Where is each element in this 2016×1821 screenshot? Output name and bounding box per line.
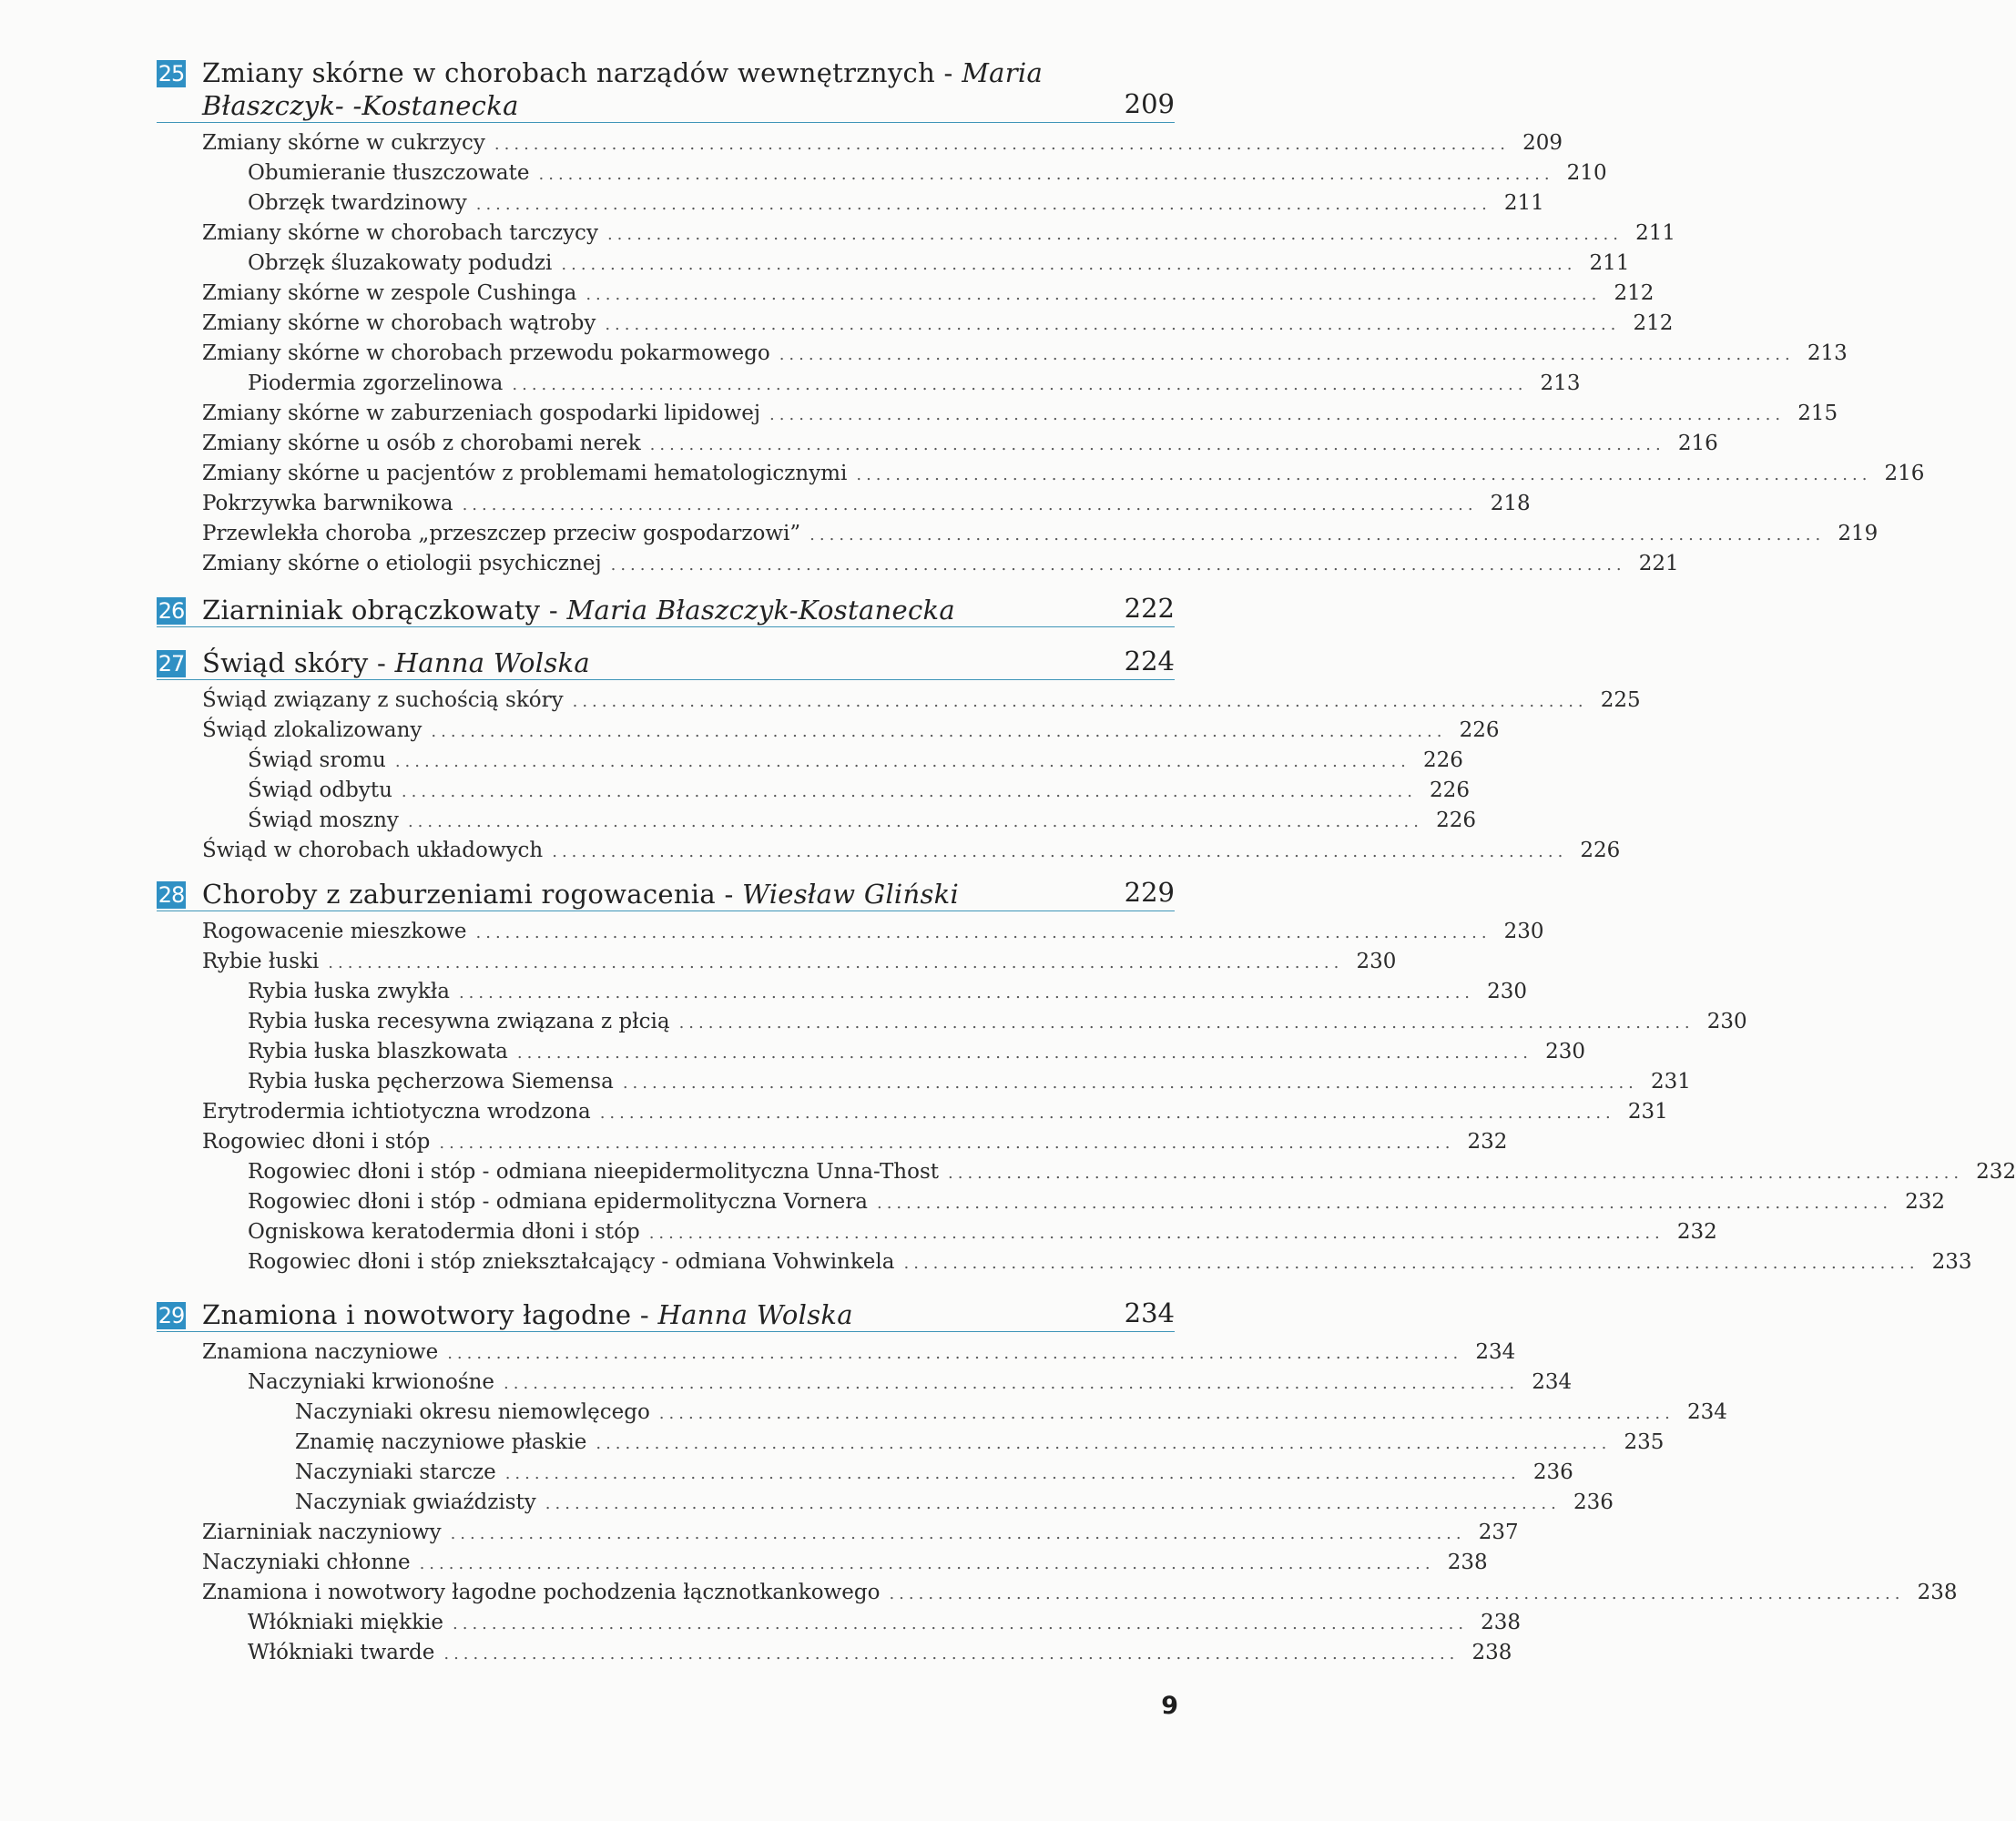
entry-list bbox=[157, 128, 1925, 579]
entry-page: 232 bbox=[1676, 1220, 1717, 1244]
entry-page: 230 bbox=[1487, 980, 1528, 1003]
toc-entry bbox=[157, 249, 1630, 279]
dot-leader: ........................................................................................................ bbox=[504, 1374, 1520, 1393]
dot-leader: ........................................................................................................ bbox=[809, 525, 1826, 544]
dot-leader: ........................................................................................................ bbox=[512, 375, 1528, 394]
dot-leader: ........................................................................................................ bbox=[458, 983, 1475, 1002]
toc-entry bbox=[157, 1428, 1665, 1458]
entry-page: 231 bbox=[1650, 1070, 1691, 1094]
chapter-author: Maria Błaszczyk-Kostanecka bbox=[566, 595, 955, 626]
entry-label: Rybia łuska pęcherzowa Siemensa bbox=[248, 1070, 614, 1094]
chapter-author: Maria Błaszczyk- -Kostanecka bbox=[202, 57, 1044, 121]
entry-page: 230 bbox=[1545, 1040, 1585, 1063]
entry-page: 230 bbox=[1706, 1010, 1747, 1033]
entry-page: 226 bbox=[1430, 778, 1470, 802]
chapter-26 bbox=[157, 594, 1175, 627]
entry-page: 236 bbox=[1532, 1460, 1573, 1484]
entry-label: Rogowiec dłoni i stóp - odmiana nieepidermolityczna Unna-Thost bbox=[248, 1160, 940, 1184]
entry-label: Obrzęk śluzakowaty podudzi bbox=[248, 251, 553, 275]
dot-leader: ........................................................................................................ bbox=[538, 165, 1554, 184]
chapter-author: Hanna Wolska bbox=[657, 1299, 853, 1330]
chapter-number-badge: 29 bbox=[158, 1303, 185, 1328]
chapter-title-text: Ziarniniak obrączkowaty - bbox=[202, 595, 567, 626]
dot-leader: ........................................................................................................ bbox=[948, 1164, 1964, 1183]
toc-entry bbox=[157, 1007, 1747, 1037]
entry-page: 211 bbox=[1635, 221, 1675, 245]
entry-page: 237 bbox=[1478, 1521, 1519, 1544]
entry-page: 216 bbox=[1677, 432, 1718, 455]
dot-leader: ........................................................................................................ bbox=[856, 465, 1872, 484]
entry-label: Rybia łuska zwykła bbox=[248, 980, 450, 1003]
entry-page: 216 bbox=[1884, 462, 1925, 485]
entry-page: 218 bbox=[1490, 492, 1531, 515]
chapter-25 bbox=[157, 56, 1925, 579]
toc-entry bbox=[157, 309, 1674, 339]
entry-label: Zmiany skórne w zespole Cushinga bbox=[202, 281, 577, 305]
entry-label: Włókniaki miękkie bbox=[248, 1611, 443, 1634]
toc-entry bbox=[157, 219, 1675, 249]
toc-entry bbox=[157, 369, 1581, 399]
dot-leader: ........................................................................................................ bbox=[401, 782, 1417, 801]
toc-entry bbox=[157, 519, 1879, 549]
entry-page: 225 bbox=[1600, 688, 1641, 712]
entry-label: Świąd sromu bbox=[248, 748, 386, 772]
entry-list bbox=[157, 686, 1641, 866]
dot-leader: ........................................................................................................ bbox=[648, 1224, 1665, 1243]
chapter-heading bbox=[157, 1298, 1175, 1332]
chapter-title bbox=[202, 56, 1175, 122]
chapter-title-text: Świąd skóry - bbox=[202, 647, 395, 678]
toc-entry bbox=[157, 1338, 1516, 1368]
entry-page: 212 bbox=[1614, 281, 1655, 305]
toc-entry bbox=[157, 128, 1563, 158]
entry-page: 234 bbox=[1532, 1370, 1573, 1394]
chapter-number-badge: 26 bbox=[158, 598, 185, 624]
toc-entry bbox=[157, 489, 1531, 519]
dot-leader: ........................................................................................................ bbox=[475, 923, 1492, 942]
entry-label: Znamiona naczyniowe bbox=[202, 1340, 439, 1364]
toc-entry bbox=[157, 1548, 1488, 1578]
toc-entry bbox=[157, 776, 1470, 806]
entry-label: Pokrzywka barwnikowa bbox=[202, 492, 453, 515]
entry-label: Rybia łuska recesywna związana z płcią bbox=[248, 1010, 670, 1033]
entry-label: Erytrodermia ichtiotyczna wrodzona bbox=[202, 1100, 591, 1124]
dot-leader: ........................................................................................................ bbox=[552, 842, 1568, 861]
toc-entry bbox=[157, 429, 1718, 459]
toc-entry bbox=[157, 459, 1925, 489]
entry-label: Świąd odbytu bbox=[248, 778, 392, 802]
entry-page: 226 bbox=[1580, 839, 1621, 862]
entry-page: 232 bbox=[1976, 1160, 2016, 1184]
toc-entry bbox=[157, 1488, 1614, 1518]
toc-entry bbox=[157, 1037, 1585, 1067]
entry-label: Naczyniaki okresu niemowlęcego bbox=[295, 1400, 650, 1424]
chapter-page-number: 224 bbox=[1124, 646, 1175, 677]
toc-entry bbox=[157, 1187, 1946, 1217]
toc-entry bbox=[157, 716, 1500, 746]
dot-leader: ........................................................................................................ bbox=[407, 812, 1423, 831]
chapter-27 bbox=[157, 646, 1641, 866]
toc-entry bbox=[157, 1398, 1727, 1428]
entry-label: Przewlekła choroba „przeszczep przeciw gospodarzowi” bbox=[202, 522, 801, 545]
entry-label: Rogowacenie mieszkowe bbox=[202, 920, 467, 943]
toc-entry bbox=[157, 686, 1641, 716]
dot-leader: ........................................................................................................ bbox=[903, 1254, 1919, 1273]
dot-leader: ........................................................................................................ bbox=[450, 1524, 1466, 1543]
toc-entry bbox=[157, 549, 1679, 579]
chapter-page-number: 209 bbox=[1124, 88, 1175, 119]
entry-label: Ziarniniak naczyniowy bbox=[202, 1521, 442, 1544]
entry-label: Zmiany skórne w zaburzeniach gospodarki lipidowej bbox=[202, 402, 761, 425]
entry-label: Zmiany skórne w cukrzycy bbox=[202, 131, 485, 155]
toc-entry bbox=[157, 836, 1621, 866]
entry-label: Zmiany skórne u osób z chorobami nerek bbox=[202, 432, 641, 455]
toc-entry bbox=[157, 1368, 1573, 1398]
dot-leader: ........................................................................................................ bbox=[494, 135, 1510, 154]
dot-leader: ........................................................................................................ bbox=[453, 1614, 1469, 1633]
entry-label: Rogowiec dłoni i stóp bbox=[202, 1130, 431, 1154]
chapter-title-text: Zmiany skórne w chorobach narządów wewnętrznych - bbox=[202, 57, 962, 88]
dot-leader: ........................................................................................................ bbox=[649, 435, 1665, 454]
entry-label: Znamiona i nowotwory łagodne pochodzenia łącznotkankowego bbox=[202, 1581, 881, 1604]
entry-page: 232 bbox=[1905, 1190, 1946, 1214]
entry-label: Rogowiec dłoni i stóp zniekształcający - odmiana Vohwinkela bbox=[248, 1250, 895, 1274]
entry-label: Naczyniaki krwionośne bbox=[248, 1370, 495, 1394]
dot-leader: ........................................................................................................ bbox=[585, 285, 1602, 304]
entry-label: Zmiany skórne u pacjentów z problemami hematologicznymi bbox=[202, 462, 848, 485]
chapter-page-number: 222 bbox=[1124, 593, 1175, 624]
dot-leader: ........................................................................................................ bbox=[447, 1344, 1463, 1363]
entry-label: Zmiany skórne w chorobach wątroby bbox=[202, 311, 596, 335]
entry-label: Obrzęk twardzinowy bbox=[248, 191, 467, 215]
dot-leader: ........................................................................................................ bbox=[516, 1043, 1532, 1063]
dot-leader: ........................................................................................................ bbox=[889, 1584, 1905, 1603]
chapter-number-badge: 27 bbox=[158, 651, 185, 677]
dot-leader: ........................................................................................................ bbox=[769, 405, 1786, 424]
dot-leader: ........................................................................................................ bbox=[605, 315, 1621, 334]
entry-page: 236 bbox=[1573, 1490, 1614, 1514]
dot-leader: ........................................................................................................ bbox=[599, 1104, 1615, 1123]
entry-page: 209 bbox=[1522, 131, 1563, 155]
entry-label: Świąd związany z suchością skóry bbox=[202, 688, 564, 712]
entry-label: Znamię naczyniowe płaskie bbox=[295, 1430, 587, 1454]
chapter-page-number: 229 bbox=[1124, 877, 1175, 908]
entry-page: 213 bbox=[1807, 341, 1848, 365]
chapter-title bbox=[202, 878, 1175, 910]
toc-entry bbox=[157, 1247, 1972, 1277]
chapter-title bbox=[202, 1298, 1175, 1331]
chapter-heading bbox=[157, 56, 1175, 123]
dot-leader: ........................................................................................................ bbox=[419, 1554, 1435, 1573]
entry-page: 215 bbox=[1797, 402, 1838, 425]
entry-label: Rybia łuska blaszkowata bbox=[248, 1040, 508, 1063]
entry-page: 238 bbox=[1471, 1641, 1512, 1664]
toc-entry bbox=[157, 1638, 1512, 1668]
entry-label: Zmiany skórne w chorobach tarczycy bbox=[202, 221, 598, 245]
chapter-author: Hanna Wolska bbox=[394, 647, 591, 678]
entry-page: 230 bbox=[1503, 920, 1544, 943]
dot-leader: ........................................................................................................ bbox=[606, 225, 1623, 244]
toc-entry bbox=[157, 188, 1544, 219]
toc-entry bbox=[157, 1458, 1573, 1488]
entry-page: 238 bbox=[1481, 1611, 1522, 1634]
toc-entry bbox=[157, 1067, 1691, 1097]
entry-page: 234 bbox=[1686, 1400, 1727, 1424]
dot-leader: ........................................................................................................ bbox=[876, 1194, 1893, 1213]
dot-leader: ........................................................................................................ bbox=[475, 195, 1492, 214]
dot-leader: ........................................................................................................ bbox=[610, 555, 1626, 575]
dot-leader: ........................................................................................................ bbox=[439, 1134, 1455, 1153]
toc-entry bbox=[157, 1217, 1717, 1247]
entry-page: 212 bbox=[1633, 311, 1674, 335]
chapter-number-badge: 28 bbox=[158, 882, 185, 908]
dot-leader: ........................................................................................................ bbox=[561, 255, 1577, 274]
toc-entry bbox=[157, 339, 1848, 369]
entry-page: 226 bbox=[1436, 809, 1476, 832]
entry-page: 211 bbox=[1589, 251, 1630, 275]
dot-leader: ........................................................................................................ bbox=[504, 1464, 1521, 1483]
toc-entry bbox=[157, 947, 1397, 977]
toc-entry bbox=[157, 1518, 1519, 1548]
toc-entry bbox=[157, 1157, 2016, 1187]
chapter-number-badge: 25 bbox=[158, 61, 185, 86]
entry-list bbox=[157, 917, 2016, 1277]
page-number: 9 bbox=[1161, 1692, 1178, 1720]
toc-entry bbox=[157, 746, 1463, 776]
toc-entry bbox=[157, 1608, 1522, 1638]
entry-label: Świąd zlokalizowany bbox=[202, 718, 423, 742]
chapter-title bbox=[202, 594, 1175, 626]
toc-entry bbox=[157, 917, 1544, 947]
chapter-title-text: Znamiona i nowotwory łagodne - bbox=[202, 1299, 658, 1330]
dot-leader: ........................................................................................................ bbox=[462, 495, 1478, 514]
entry-label: Naczyniaki starcze bbox=[295, 1460, 496, 1484]
entry-page: 238 bbox=[1447, 1551, 1488, 1574]
entry-label: Rybie łuski bbox=[202, 950, 320, 973]
chapter-page-number: 234 bbox=[1124, 1297, 1175, 1328]
toc-entry bbox=[157, 1127, 1508, 1157]
toc-entry bbox=[157, 806, 1476, 836]
entry-label: Ogniskowa keratodermia dłoni i stóp bbox=[248, 1220, 640, 1244]
entry-page: 230 bbox=[1356, 950, 1397, 973]
entry-label: Naczyniaki chłonne bbox=[202, 1551, 411, 1574]
dot-leader: ........................................................................................................ bbox=[779, 345, 1795, 364]
entry-page: 213 bbox=[1540, 371, 1581, 395]
toc-entry bbox=[157, 279, 1655, 309]
chapter-title bbox=[202, 646, 1175, 679]
entry-label: Zmiany skórne w chorobach przewodu pokarmowego bbox=[202, 341, 770, 365]
entry-page: 232 bbox=[1467, 1130, 1508, 1154]
entry-label: Piodermia zgorzelinowa bbox=[248, 371, 504, 395]
entry-label: Naczyniak gwiaździsty bbox=[295, 1490, 536, 1514]
dot-leader: ........................................................................................................ bbox=[572, 692, 1588, 711]
entry-page: 238 bbox=[1917, 1581, 1958, 1604]
chapter-heading bbox=[157, 646, 1175, 680]
dot-leader: ........................................................................................................ bbox=[394, 752, 1410, 771]
entry-page: 231 bbox=[1627, 1100, 1668, 1124]
entry-page: 219 bbox=[1838, 522, 1879, 545]
toc-entry bbox=[157, 1097, 1668, 1127]
dot-leader: ........................................................................................................ bbox=[328, 953, 1344, 972]
entry-label: Świąd moszny bbox=[248, 809, 399, 832]
dot-leader: ........................................................................................................ bbox=[431, 722, 1447, 741]
dot-leader: ........................................................................................................ bbox=[443, 1644, 1460, 1663]
entry-label: Świąd w chorobach układowych bbox=[202, 839, 544, 862]
chapter-29 bbox=[157, 1297, 1958, 1668]
entry-page: 211 bbox=[1503, 191, 1544, 215]
entry-label: Obumieranie tłuszczowate bbox=[248, 161, 530, 185]
entry-label: Rogowiec dłoni i stóp - odmiana epidermolityczna Vornera bbox=[248, 1190, 868, 1214]
entry-page: 226 bbox=[1459, 718, 1500, 742]
toc-entry bbox=[157, 399, 1838, 429]
chapter-28 bbox=[157, 877, 2016, 1277]
dot-leader: ........................................................................................................ bbox=[622, 1073, 1638, 1093]
chapter-title-text: Choroby z zaburzeniami rogowacenia - bbox=[202, 879, 743, 910]
dot-leader: ........................................................................................................ bbox=[678, 1013, 1695, 1033]
dot-leader: ........................................................................................................ bbox=[545, 1494, 1561, 1513]
toc-entry bbox=[157, 158, 1607, 188]
entry-list bbox=[157, 1338, 1958, 1668]
chapter-heading bbox=[157, 594, 1175, 627]
entry-page: 235 bbox=[1624, 1430, 1665, 1454]
entry-page: 221 bbox=[1638, 552, 1679, 575]
entry-page: 234 bbox=[1475, 1340, 1516, 1364]
toc-entry bbox=[157, 1578, 1958, 1608]
entry-page: 226 bbox=[1422, 748, 1463, 772]
entry-label: Zmiany skórne o etiologii psychicznej bbox=[202, 552, 602, 575]
toc-entry bbox=[157, 977, 1528, 1007]
entry-page: 210 bbox=[1566, 161, 1607, 185]
entry-page: 233 bbox=[1931, 1250, 1972, 1274]
dot-leader: ........................................................................................................ bbox=[658, 1404, 1675, 1423]
chapter-author: Wiesław Gliński bbox=[742, 879, 960, 910]
entry-label: Włókniaki twarde bbox=[248, 1641, 435, 1664]
dot-leader: ........................................................................................................ bbox=[596, 1434, 1612, 1453]
chapter-heading bbox=[157, 878, 1175, 911]
